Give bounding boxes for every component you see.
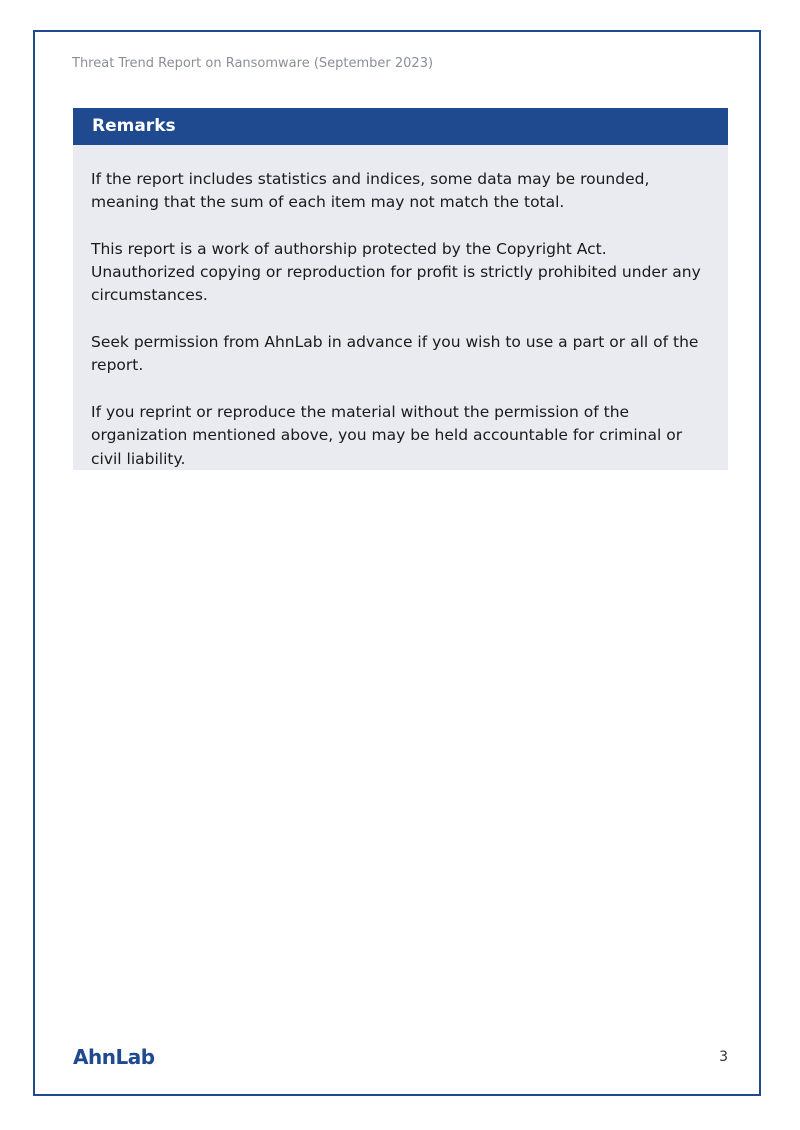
remarks-paragraph-liability: If you reprint or reproduce the material without the permission of the organization mentioned above, you may be held accountable for criminal or civil liability.: [91, 402, 683, 468]
remarks-paragraph-rounding: If the report includes statistics and indices, some data may be rounded, meaning that the sum of each item may not match the total.: [91, 170, 650, 212]
remarks-paragraph-permission: Seek permission from AhnLab in advance if you wish to use a part or all of the report.: [91, 333, 699, 375]
ahnlab-logo: AhnLab: [73, 1045, 155, 1069]
page-number: 3: [719, 1049, 728, 1065]
remarks-title: Remarks: [73, 108, 728, 145]
remarks-paragraph-copyright: This report is a work of authorship protected by the Copyright Act. Unauthorized copying or reproduction for profit is strictly prohibited under any circumstances.: [91, 239, 701, 305]
running-header: Threat Trend Report on Ransomware (September 2023): [72, 56, 434, 71]
remarks-body: [73, 145, 728, 471]
remarks-section: [73, 108, 728, 470]
